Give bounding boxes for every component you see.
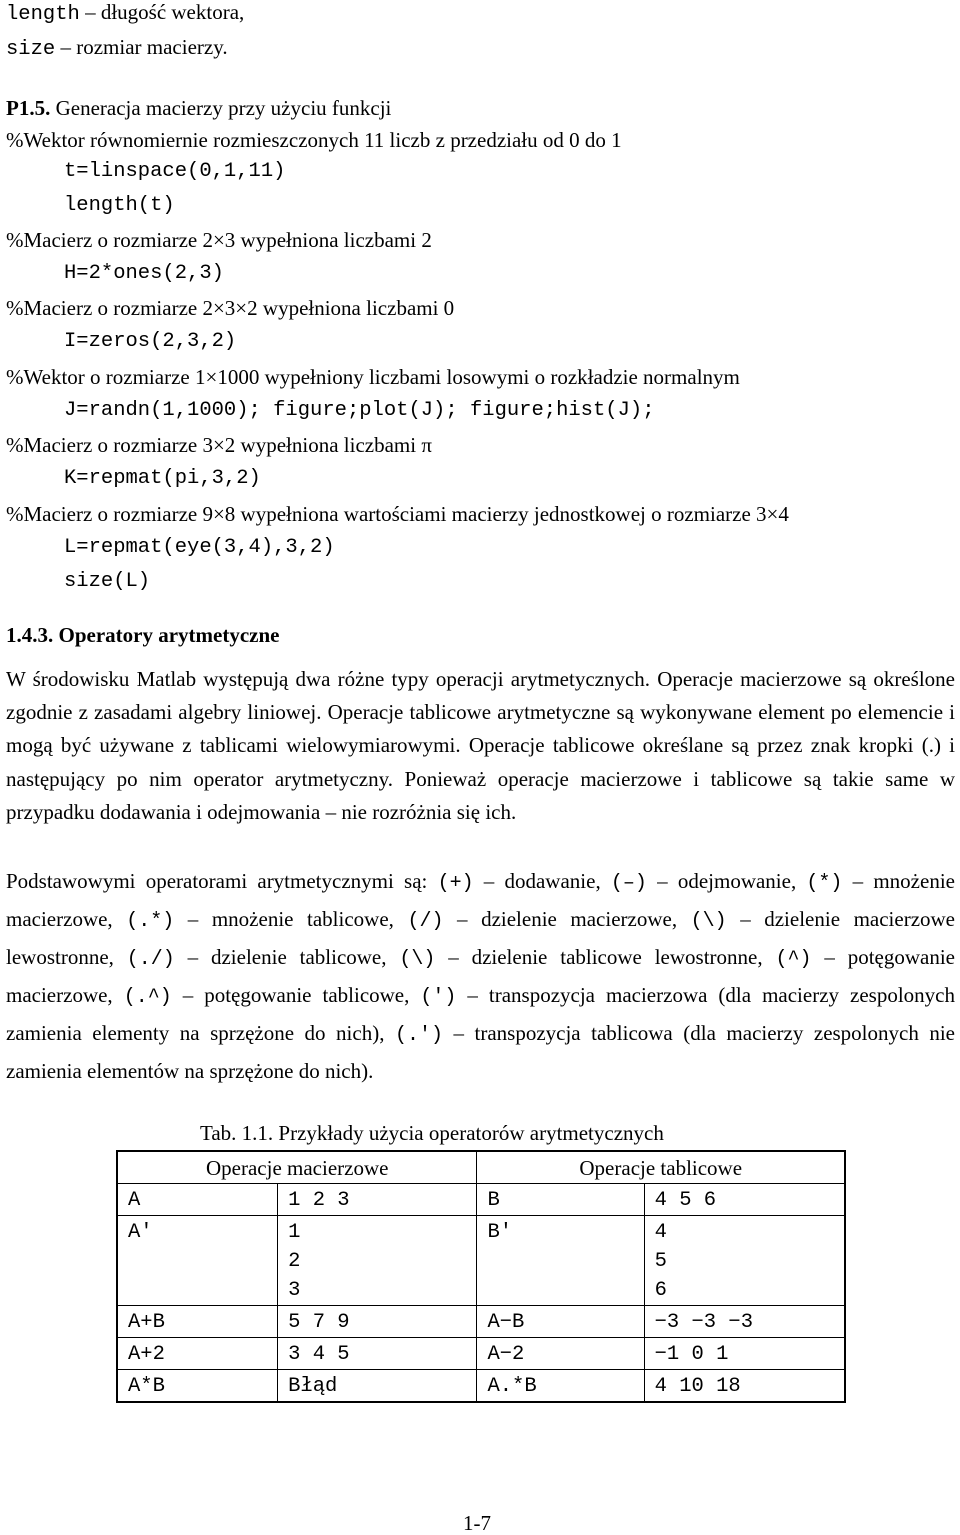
- operator-symbol: (.′): [394, 1023, 443, 1047]
- operator-desc: – transpozycja tablicowa (dla macierzy zespolonych nie zamienia elementów na sprzężone do nich).: [6, 1020, 956, 1083]
- operator-desc: – potęgowanie macierzowe,: [6, 944, 955, 1007]
- operator-symbol: (+): [437, 872, 474, 895]
- code-line: J=randn(1,1000); figure;plot(J); figure;hist(J);: [64, 399, 655, 422]
- table-cell: A−B: [477, 1306, 644, 1338]
- operator-symbol: (\): [399, 947, 436, 971]
- text-size-desc: – rozmiar macierzy.: [55, 35, 228, 59]
- code-line: L=repmat(eye(3,4),3,2): [64, 536, 335, 559]
- operator-desc: – dzielenie tablicowe lewostronne,: [435, 944, 776, 969]
- section-title: Generacja macierzy przy użyciu funkcji: [50, 96, 392, 120]
- table-cell: 4 5 6: [644, 1184, 845, 1216]
- operator-symbol: (′): [420, 985, 457, 1009]
- operator-desc: – mnożenie tablicowe,: [174, 906, 408, 931]
- table-cell: −3 −3 −3: [644, 1306, 845, 1338]
- table-header-row: [117, 1151, 845, 1184]
- subsection-number: 1.4.3.: [6, 623, 54, 647]
- table-cell: A+B: [117, 1306, 278, 1338]
- section-heading: [6, 96, 391, 120]
- operator-symbol: (\): [690, 909, 727, 933]
- paragraph-operations: W środowisku Matlab występują dwa różne typy operacji arytmetycznych. Operacje macierzowe są określone zgodnie z zasadami algebry liniowej. Operacje tablicowe arytmetyczne są wykonywane element po elemencie i mogą być używane z tablicami wielowymiarowymi. Operacje tablicowe określane są przez znak kropki (.) i następujący po nim operator arytmetyczny. Ponieważ operacje macierzowe i tablicowe są takie same w przypadku dodawania i odejmowania – nie rozróżnia się ich.: [6, 667, 955, 824]
- comment-line: %Wektor o rozmiarze 1×1000 wypełniony liczbami losowymi o rozkładzie normalnym: [6, 365, 740, 389]
- table-row: [117, 1338, 845, 1370]
- table-row: [117, 1216, 845, 1306]
- operators-table: [116, 1150, 846, 1403]
- operator-desc: – transpozycja macierzowa (dla macierzy zespolonych zamienia elementy na sprzężone do nich),: [6, 982, 955, 1045]
- top-line-1: [6, 0, 244, 27]
- table-row: [117, 1370, 845, 1403]
- operator-symbol: (^): [775, 947, 812, 971]
- table-row: [117, 1184, 845, 1216]
- operators-intro: Podstawowymi operatorami arytmetycznymi są:: [6, 869, 438, 893]
- table-cell: 1 2 3: [278, 1216, 477, 1306]
- table-cell: −1 0 1: [644, 1338, 845, 1370]
- table-cell: 5 7 9: [278, 1306, 477, 1338]
- table-cell: A.*B: [477, 1370, 644, 1403]
- comment-line: %Macierz o rozmiarze 2×3×2 wypełniona liczbami 0: [6, 296, 455, 320]
- code-line: size(L): [64, 570, 151, 593]
- comment-line: %Macierz o rozmiarze 2×3 wypełniona liczbami 2: [6, 228, 432, 252]
- operator-desc: – mnożenie macierzowe,: [6, 869, 955, 931]
- table-cell: A*B: [117, 1370, 278, 1403]
- code-line: length(t): [64, 194, 175, 217]
- code-size: size: [6, 38, 56, 61]
- header-matrix-ops: Operacje macierzowe: [117, 1151, 477, 1184]
- operator-desc: – dzielenie macierzowe lewostronne,: [6, 906, 955, 969]
- table-cell: A: [117, 1184, 278, 1216]
- table-cell: A+2: [117, 1338, 278, 1370]
- operator-symbol: (–): [610, 872, 647, 895]
- table-cell: Błąd: [278, 1370, 477, 1403]
- table-cell: 4 10 18: [644, 1370, 845, 1403]
- code-line: I=zeros(2,3,2): [64, 330, 237, 353]
- code-line: K=repmat(pi,3,2): [64, 467, 261, 490]
- table-cell: 1 2 3: [278, 1184, 477, 1216]
- comment-line: %Macierz o rozmiarze 3×2 wypełniona liczbami π: [6, 433, 432, 457]
- table-body: [117, 1184, 845, 1403]
- comment-line: %Wektor równomiernie rozmieszczonych 11 liczb z przedziału od 0 do 1: [6, 128, 622, 152]
- comment-line: %Macierz o rozmiarze 9×8 wypełniona wartościami macierzy jednostkowej o rozmiarze 3×4: [6, 502, 789, 526]
- header-array-ops: Operacje tablicowe: [477, 1151, 845, 1184]
- table-cell: 3 4 5: [278, 1338, 477, 1370]
- operator-desc: – dzielenie tablicowe,: [174, 944, 400, 969]
- operator-symbol: (/): [407, 909, 444, 933]
- code-line: t=linspace(0,1,11): [64, 160, 286, 183]
- text-length-desc: – długość wektora,: [79, 0, 245, 24]
- operator-symbol: (.^): [123, 985, 172, 1009]
- page-number: 1-7: [463, 1511, 491, 1535]
- table-cell: B′: [477, 1216, 644, 1306]
- code-line: H=2*ones(2,3): [64, 262, 224, 285]
- operator-symbol: (*): [806, 872, 843, 895]
- operator-symbol: (./): [126, 947, 175, 971]
- operator-desc: – potęgowanie tablicowe,: [171, 982, 421, 1007]
- operator-desc: – dzielenie macierzowe,: [443, 906, 691, 931]
- table-cell: 4 5 6: [644, 1216, 845, 1306]
- table-cell: B: [477, 1184, 644, 1216]
- subsection-title: Operatory arytmetyczne: [53, 623, 280, 647]
- subsection-heading: [6, 623, 279, 647]
- operator-symbol: (.*): [126, 909, 175, 933]
- operator-desc: – dodawanie,: [473, 869, 611, 893]
- table-cell: A′: [117, 1216, 278, 1306]
- top-line-2: [6, 35, 228, 62]
- table-row: [117, 1306, 845, 1338]
- paragraph-operators: [6, 864, 955, 1088]
- code-length: length: [6, 3, 80, 26]
- table-cell: A−2: [477, 1338, 644, 1370]
- table-caption: Tab. 1.1. Przykłady użycia operatorów arytmetycznych: [200, 1121, 664, 1145]
- section-number: P1.5.: [6, 96, 51, 120]
- operator-desc: – odejmowanie,: [646, 869, 807, 893]
